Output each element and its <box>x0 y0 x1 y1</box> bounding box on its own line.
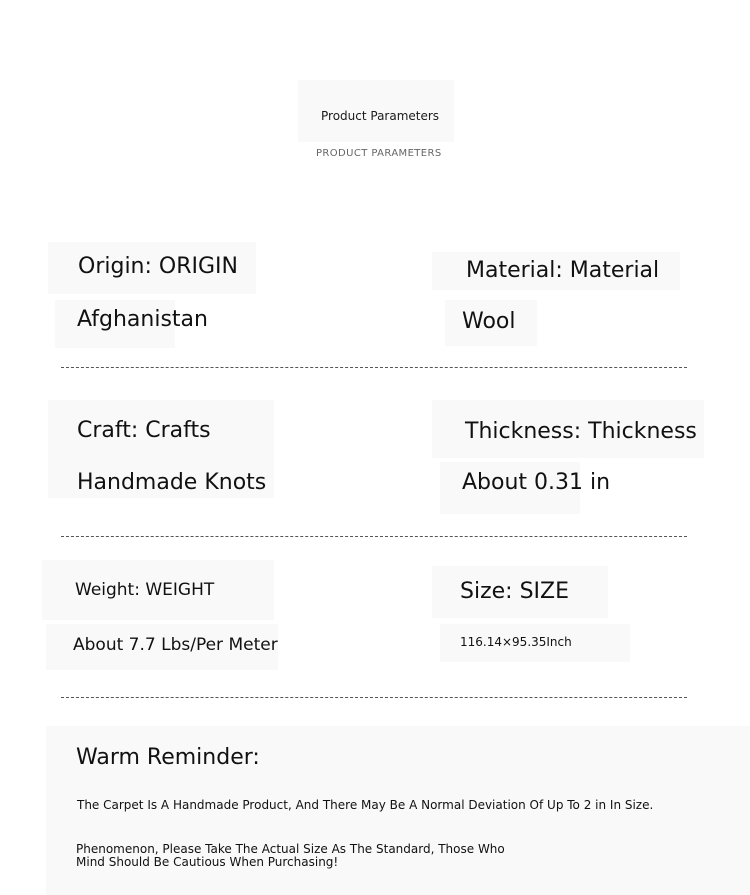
page-title: Product Parameters <box>321 109 440 123</box>
page-subtitle: PRODUCT PARAMETERS <box>316 148 442 159</box>
origin-label: Origin: ORIGIN <box>78 254 238 279</box>
material-label: Material: Material <box>466 258 660 283</box>
section-divider <box>61 367 687 368</box>
material-value: Wool <box>462 309 516 334</box>
reminder-text: Phenomenon, Please Take The Actual Size As The Standard, Those Who Mind Should Be Cautious When Purchasing! <box>76 842 505 869</box>
reminder-text: The Carpet Is A Handmade Product, And There May Be A Normal Deviation Of Up To 2 in In Size. <box>77 798 654 812</box>
size-value: 116.14×95.35Inch <box>460 635 572 649</box>
weight-value: About 7.7 Lbs/Per Meter <box>73 635 278 655</box>
section-divider <box>61 536 687 537</box>
section-divider <box>61 697 687 698</box>
craft-value: Handmade Knots <box>77 470 267 495</box>
size-label: Size: SIZE <box>460 579 569 604</box>
reminder-title: Warm Reminder: <box>76 745 260 770</box>
weight-label: Weight: WEIGHT <box>75 580 215 600</box>
thickness-value: About 0.31 in <box>462 470 611 495</box>
origin-value: Afghanistan <box>77 307 208 332</box>
craft-label: Craft: Crafts <box>77 418 211 443</box>
thickness-label: Thickness: Thickness <box>465 419 697 444</box>
